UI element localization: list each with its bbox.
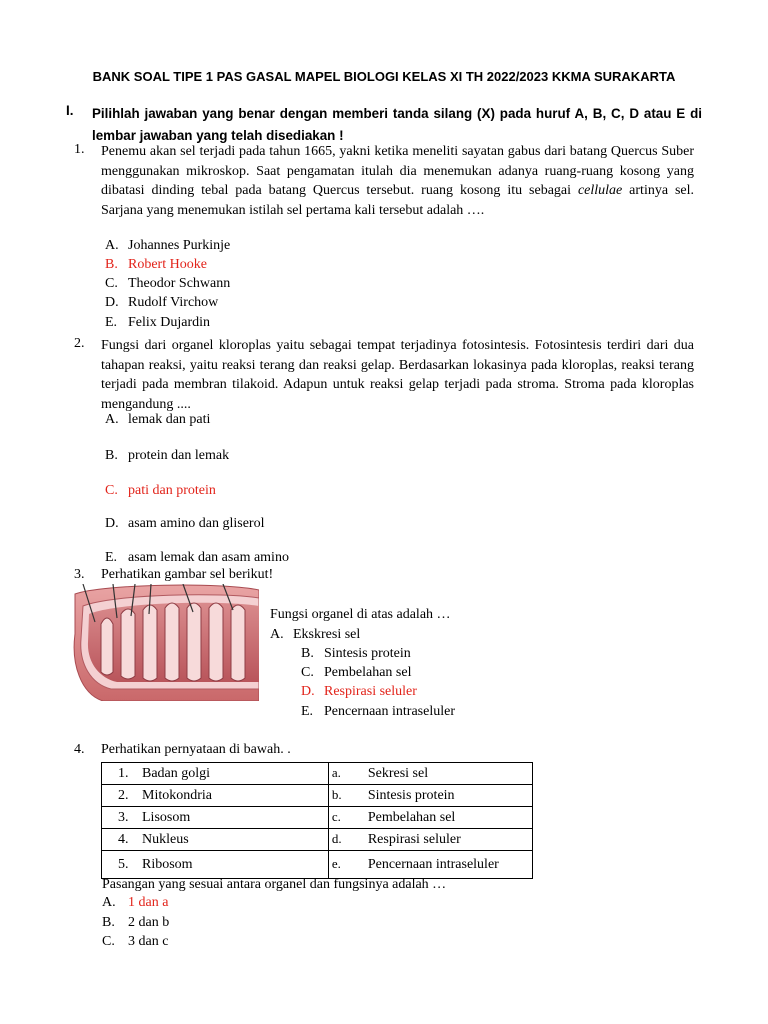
option-letter: B. xyxy=(301,646,314,661)
q3-option-b[interactable] xyxy=(301,646,411,662)
q4-text: Perhatikan pernyataan di bawah. . xyxy=(101,742,291,757)
q2-option-b[interactable] xyxy=(105,448,229,464)
option-text: Pembelahan sel xyxy=(324,665,412,680)
organel-table xyxy=(101,762,533,879)
fungsi-name: Pencernaan intraseluler xyxy=(367,857,499,872)
q1-text-after: artinya sel. Sarjana yang menemukan istilah sel pertama kali tersebut adalah …. xyxy=(101,183,695,218)
q1-text-italic: cellulae xyxy=(577,183,623,198)
option-letter: E. xyxy=(105,315,118,330)
option-text: lemak dan pati xyxy=(128,412,211,427)
option-letter: C. xyxy=(105,483,118,498)
q4-number: 4. xyxy=(74,742,85,757)
q1-option-c[interactable] xyxy=(105,276,230,292)
option-text: protein dan lemak xyxy=(128,448,230,463)
row-letter: d. xyxy=(331,831,342,846)
option-letter: C. xyxy=(102,934,115,949)
organel-name: Lisosom xyxy=(142,809,191,825)
option-text: Robert Hooke xyxy=(128,257,207,272)
option-letter: C. xyxy=(301,665,314,680)
q1-option-a[interactable] xyxy=(105,238,230,254)
option-text: 3 dan c xyxy=(128,934,169,949)
option-letter: D. xyxy=(301,684,315,699)
row-number: 3. xyxy=(118,809,129,825)
option-text: 1 dan a xyxy=(128,895,169,910)
row-letter: e. xyxy=(331,856,341,871)
option-text: asam lemak dan asam amino xyxy=(128,550,289,565)
option-text: Theodor Schwann xyxy=(128,276,231,291)
option-text: Respirasi seluler xyxy=(324,684,417,699)
q1-text-before: Penemu akan sel terjadi pada tahun 1665, yakni ketika meneliti sayatan gabus dari batang Quercus Suber menggunakan mikroskop. Saat pengamatan itulah dia menemukan adanya ruang-ruang kosong yang dibatasi dinding tebal pada batang Quercus tersebut. ruang kosong itu sebagai xyxy=(101,144,694,198)
fungsi-name: Pembelahan sel xyxy=(367,810,456,825)
fungsi-cell xyxy=(328,851,532,879)
fungsi-cell xyxy=(328,763,532,785)
table-row xyxy=(102,763,533,785)
row-number: 2. xyxy=(118,787,129,803)
q2-text: Fungsi dari organel kloroplas yaitu sebagai tempat terjadinya fotosintesis. Fotosintesis terdiri dari dua tahapan reaksi, yaitu reaksi terang dan reaksi gelap. Berdasarkan lokasinya pada kloroplas, reaksi terang terjadi pada membran tilakoid. Adapun untuk reaksi gelap terjadi pada stroma. Stroma pada kloroplas mengandung .... xyxy=(101,338,694,412)
page-title: BANK SOAL TIPE 1 PAS GASAL MAPEL BIOLOGI KELAS XI TH 2022/2023 KKMA SURAKARTA xyxy=(92,69,676,84)
q4-option-a-answer[interactable] xyxy=(102,895,168,911)
q2-option-d[interactable] xyxy=(105,516,264,532)
q3-number: 3. xyxy=(74,567,85,582)
q3-option-c[interactable] xyxy=(301,665,411,681)
fungsi-name: Sekresi sel xyxy=(367,766,429,781)
fungsi-name: Respirasi seluler xyxy=(367,832,461,847)
row-letter: c. xyxy=(331,809,341,824)
table-row xyxy=(102,785,533,807)
q2-option-a[interactable] xyxy=(105,412,210,428)
option-letter: D. xyxy=(105,516,119,531)
option-text: Pencernaan intraseluler xyxy=(324,704,455,719)
option-letter: C. xyxy=(105,276,118,291)
q1-option-d[interactable] xyxy=(105,295,218,311)
q2-option-e[interactable] xyxy=(105,550,289,566)
organel-cell xyxy=(102,851,329,879)
fungsi-cell xyxy=(328,785,532,807)
section-number: I. xyxy=(66,103,74,118)
q1-option-b-answer[interactable] xyxy=(105,257,207,273)
option-text: pati dan protein xyxy=(128,483,216,498)
organel-cell xyxy=(102,763,329,785)
q1-number: 1. xyxy=(74,142,85,157)
q2-number: 2. xyxy=(74,336,85,351)
fungsi-cell xyxy=(328,829,532,851)
option-letter: A. xyxy=(105,238,119,253)
option-letter: B. xyxy=(105,257,118,272)
row-letter: b. xyxy=(331,787,342,802)
q2-option-c-answer[interactable] xyxy=(105,483,216,499)
option-text: Sintesis protein xyxy=(324,646,411,661)
option-text: asam amino dan gliserol xyxy=(128,516,265,531)
q3-option-a[interactable] xyxy=(270,627,360,643)
q4-question: Pasangan yang sesuai antara organel dan fungsinya adalah … xyxy=(102,877,447,892)
option-text: 2 dan b xyxy=(128,915,170,930)
row-number: 4. xyxy=(118,831,129,847)
q3-option-e[interactable] xyxy=(301,704,455,720)
row-number: 1. xyxy=(118,765,129,781)
option-text: Felix Dujardin xyxy=(128,315,211,330)
q3-text: Perhatikan gambar sel berikut! xyxy=(101,567,274,582)
organel-cell xyxy=(102,785,329,807)
section-instruction: Pilihlah jawaban yang benar dengan memberi tanda silang (X) pada huruf A, B, C, D atau E di lembar jawaban yang telah disediakan ! xyxy=(92,106,702,143)
q3-option-d-answer[interactable] xyxy=(301,684,417,700)
table-row xyxy=(102,807,533,829)
q4-option-c[interactable] xyxy=(102,934,168,950)
option-text: Johannes Purkinje xyxy=(128,238,231,253)
option-letter: A. xyxy=(270,627,284,642)
organel-name: Badan golgi xyxy=(142,765,211,781)
option-letter: D. xyxy=(105,295,119,310)
organel-name: Mitokondria xyxy=(142,787,212,803)
organel-name: Nukleus xyxy=(142,831,189,847)
option-letter: A. xyxy=(105,412,119,427)
option-letter: B. xyxy=(102,915,115,930)
mitochondria-image xyxy=(73,584,259,701)
option-text: Rudolf Virchow xyxy=(128,295,219,310)
q3-question: Fungsi organel di atas adalah … xyxy=(270,607,451,622)
fungsi-cell xyxy=(328,807,532,829)
q1-option-e[interactable] xyxy=(105,315,210,331)
option-letter: A. xyxy=(102,895,116,910)
table-row xyxy=(102,829,533,851)
option-text: Ekskresi sel xyxy=(293,627,361,642)
row-number: 5. xyxy=(118,856,129,872)
organel-cell xyxy=(102,807,329,829)
option-letter: E. xyxy=(301,704,314,719)
organel-name: Ribosom xyxy=(142,856,193,872)
option-letter: E. xyxy=(105,550,118,565)
q4-option-b[interactable] xyxy=(102,915,169,931)
q1-text xyxy=(101,142,694,220)
fungsi-name: Sintesis protein xyxy=(367,788,455,803)
organel-cell xyxy=(102,829,329,851)
row-letter: a. xyxy=(331,765,341,780)
table-row xyxy=(102,851,533,879)
option-letter: B. xyxy=(105,448,118,463)
